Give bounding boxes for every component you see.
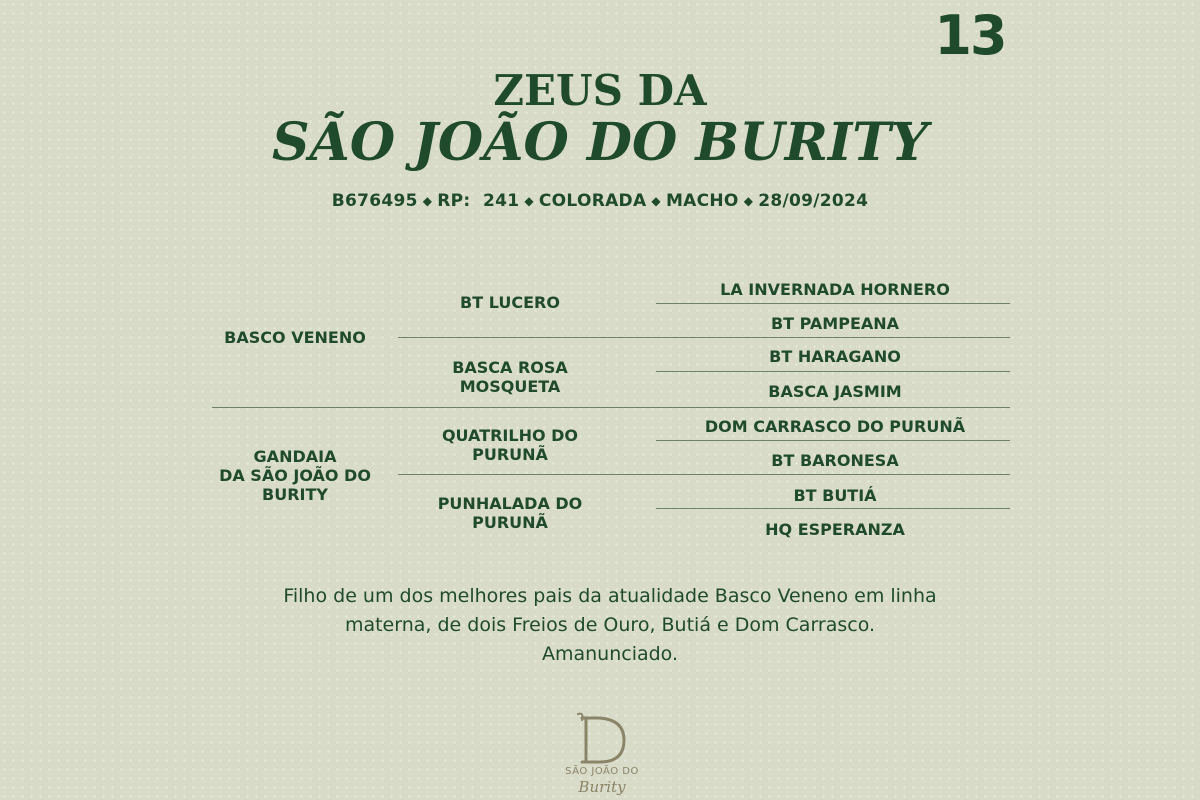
diamond-separator-icon: ◆ [743, 194, 754, 208]
pedigree-dam-dam: PUNHALADA DO PURUNÃ [437, 494, 583, 532]
pedigree-ggp-3: BT HARAGANO [769, 347, 901, 366]
pedigree-sire-sire: BT LUCERO [460, 293, 560, 312]
pedigree-ggp-5: DOM CARRASCO DO PURUNÃ [704, 417, 966, 436]
diamond-separator-icon: ◆ [422, 194, 433, 208]
pedigree-ggp-1: LA INVERNADA HORNERO [720, 280, 950, 299]
sex: MACHO [665, 191, 739, 211]
diamond-separator-icon: ◆ [651, 194, 661, 208]
page-title-line2: SÃO JOÃO DO BURITY [271, 112, 929, 173]
pedigree-dam-sire: QUATRILHO DO PURUNÃ [441, 426, 579, 464]
pedigree-divider [656, 303, 1010, 304]
pedigree-ggp-2: BT PAMPEANA [770, 314, 900, 333]
logo-text-bottom: Burity [578, 778, 626, 796]
description: Filho de um dos melhores pais da atualidade Basco Veneno em linha materna, de dois Freios de Ouro, Butiá e Dom Carrasco. Amanunciado. [283, 585, 937, 665]
page-title-line1: ZEUS DA [493, 66, 707, 115]
pedigree-divider [656, 508, 1010, 509]
d-monogram-icon [552, 708, 652, 766]
brand-logo [552, 708, 652, 798]
lot-number: 13 [934, 4, 1006, 67]
pedigree-divider [398, 474, 1010, 475]
pedigree-ggp-4: BASCA JASMIM [768, 382, 902, 401]
pedigree-sire: BASCO VENENO [224, 328, 366, 347]
info-line [0, 191, 1200, 211]
logo-text-top: SÃO JOÃO DO [565, 766, 639, 777]
pedigree-ggp-8: HQ ESPERANZA [765, 520, 905, 539]
rp-number: RP: 241 [437, 191, 520, 211]
pedigree-sire-dam: BASCA ROSA MOSQUETA [452, 358, 568, 396]
birth-date: 28/09/2024 [758, 191, 869, 211]
diamond-separator-icon: ◆ [524, 194, 534, 208]
pedigree-divider [212, 407, 1010, 408]
pedigree-divider [398, 337, 1010, 338]
pedigree-divider [656, 371, 1010, 372]
pedigree-divider [656, 440, 1010, 441]
registration: B676495 [331, 191, 418, 211]
coat-color: COLORADA [538, 191, 647, 211]
pedigree-ggp-7: BT BUTIÁ [793, 486, 877, 505]
pedigree-ggp-6: BT BARONESA [771, 451, 899, 470]
pedigree-dam: GANDAIA DA SÃO JOÃO DO BURITY [219, 447, 371, 504]
